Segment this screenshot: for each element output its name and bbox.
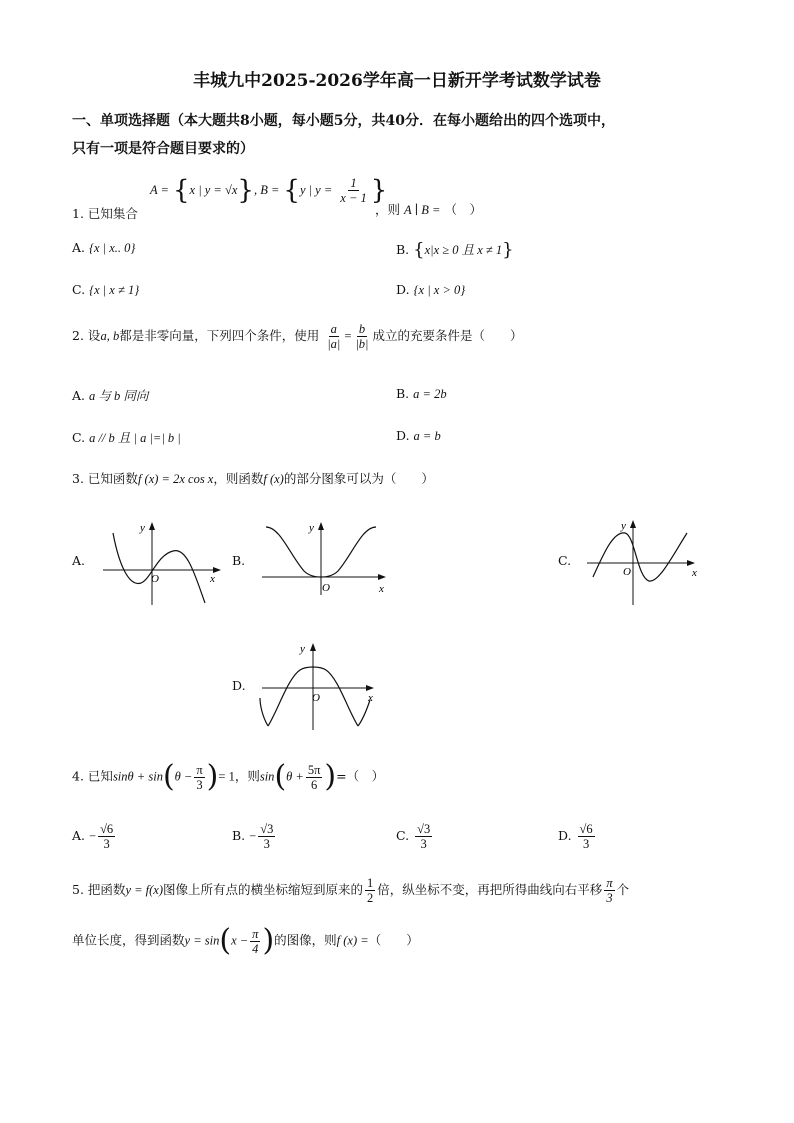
q1-set-a-prefix: A = (150, 183, 169, 197)
q4-number: 4. (72, 768, 84, 784)
q2-option-c[interactable] (72, 428, 181, 446)
q4-option-c[interactable] (396, 822, 434, 851)
q1-expr: A ∣ B = (404, 203, 441, 217)
q4-expr1-inner: θ − (174, 769, 193, 784)
q4-expr1: sinθ + sin (112, 769, 163, 784)
q5-line2-a: 单位长度，得到函数 (72, 932, 185, 948)
brace-open: { (413, 239, 425, 261)
option-text: a = b (413, 429, 441, 443)
q1-frac-num: 1 (350, 176, 357, 190)
q1-sets (150, 176, 387, 205)
q1-set-a-body: x | y = √x (189, 183, 238, 197)
q3-option-a-label[interactable]: A. (72, 553, 86, 568)
axis-y-label: y (300, 643, 305, 655)
q1-option-b[interactable] (396, 240, 514, 260)
option-frac (578, 822, 595, 851)
q5-fx: f (x) = (336, 933, 369, 948)
option-num: √3 (417, 822, 431, 836)
q2-frac1 (325, 322, 342, 351)
option-label: A. (72, 240, 86, 255)
q3-option-b-label[interactable]: B. (232, 553, 246, 568)
q3-tail: 的部分图象可以为（ ） (283, 471, 434, 486)
q3-graph-c[interactable] (583, 515, 703, 607)
q4-expr2-inner: θ + (286, 769, 304, 784)
section-heading-line2: 只有一项是符合题目要求的） (72, 141, 254, 157)
axis-y-label: y (621, 520, 626, 532)
option-label: D. (396, 282, 410, 297)
origin-label: O (312, 692, 320, 704)
q1-option-c[interactable] (72, 282, 139, 298)
option-label: A. (72, 828, 86, 843)
option-num: √6 (100, 822, 114, 836)
q4-six: 6 (311, 777, 318, 792)
q3-mid: ，则函数 (213, 471, 264, 486)
q3-graph-a[interactable] (95, 515, 225, 607)
q5-line1 (72, 876, 629, 905)
option-frac (98, 822, 115, 851)
option-den: 3 (103, 837, 110, 851)
q3-option-c-label[interactable]: C. (558, 553, 572, 568)
q5-paren: （ ） (368, 932, 419, 948)
paren-close: ) (206, 759, 219, 794)
q2-option-b[interactable] (396, 386, 447, 402)
q1-option-d[interactable] (396, 282, 465, 298)
brace-close: } (370, 175, 388, 206)
option-text: a // b 且 | a |=| b | (89, 431, 181, 445)
q5-line2-b: 的图像，则 (274, 932, 337, 948)
q4-tail: =（ ） (336, 768, 385, 784)
q3-lead: 已知函数 (87, 471, 138, 486)
option-sign: − (89, 829, 97, 843)
axis-y-label: y (309, 522, 314, 534)
q5-line1-d: 个 (616, 882, 630, 897)
q3-graph-b[interactable] (258, 515, 393, 597)
paren-open: ( (162, 759, 175, 794)
q4-then: ，则 (234, 768, 260, 784)
option-den: 3 (420, 837, 427, 851)
option-label: A. (72, 388, 86, 403)
option-label: D. (558, 828, 572, 843)
q4-pi: π (196, 762, 203, 777)
option-label: C. (72, 282, 86, 297)
q5-line1-c: 倍，纵坐标不变，再把所得曲线向右平移 (377, 882, 603, 897)
q3-option-d-label[interactable]: D. (232, 678, 246, 693)
origin-label: O (623, 566, 631, 578)
q4-equals-one: = 1 (218, 769, 235, 784)
q5-frac-half (365, 876, 375, 905)
q2-frac1-den: |a| (327, 337, 341, 351)
origin-label: O (151, 573, 159, 585)
axis-x-label: x (692, 567, 697, 579)
q5-pi4-num: π (252, 926, 259, 941)
q4-frac-pi3 (194, 763, 204, 792)
q4-lead: 已知 (87, 768, 113, 784)
axis-x-label: x (210, 573, 215, 585)
q3-func: f (x) = 2x cos x (137, 472, 214, 486)
q1-lead: 已知集合 (87, 206, 138, 221)
q2-tail: 成立的充要条件是（ ） (372, 328, 523, 343)
q1-stem (72, 204, 138, 222)
q2-frac2 (353, 322, 370, 351)
q2-stem (72, 322, 523, 351)
section-heading-line1: 一、单项选择题（本大题共8小题，每小题5分，共40分．在每小题给出的四个选项中， (72, 113, 615, 129)
q2-number: 2. (72, 328, 84, 343)
axis-x-label: x (379, 583, 384, 595)
q5-line2 (72, 923, 419, 958)
paren-close: ) (324, 759, 337, 794)
option-num: √6 (579, 822, 593, 836)
option-text: {x | x.. 0} (89, 241, 136, 255)
q1-frac-den: x − 1 (340, 191, 367, 205)
q3-graph-d[interactable] (258, 638, 383, 732)
q4-fivepi: 5π (307, 762, 321, 777)
option-den: 3 (263, 837, 270, 851)
q5-frac-pi4 (250, 927, 260, 956)
option-label: B. (396, 386, 410, 401)
q1-set-b-prefix: , B = (253, 183, 280, 197)
q5-inner: x − (231, 933, 249, 948)
q3-number: 3. (72, 471, 84, 486)
option-den: 3 (582, 837, 590, 851)
page-title: 丰城九中2025-2026学年高一日新开学考试数学试卷 (193, 71, 601, 91)
option-text: {x | x > 0} (413, 283, 466, 297)
q1-paren: （ ） (444, 202, 482, 217)
option-text: {x | x ≠ 1} (89, 283, 140, 297)
option-num: √3 (260, 822, 274, 836)
brace-open: { (172, 175, 190, 206)
q3-stem (72, 469, 434, 487)
q4-stem (72, 759, 385, 794)
option-label: C. (72, 430, 86, 445)
q2-lead: 设 (87, 328, 101, 343)
q2-vectors: a, b (100, 329, 120, 343)
option-label: C. (396, 828, 410, 843)
q4-option-a[interactable] (72, 822, 117, 851)
q4-option-d[interactable] (558, 822, 597, 851)
q5-half-den: 2 (367, 891, 374, 905)
q4-option-b[interactable] (232, 822, 277, 851)
q5-pi4-den: 4 (252, 941, 259, 956)
q2-option-d[interactable] (396, 428, 441, 444)
q5-shift-den: 3 (606, 891, 613, 905)
q4-expr2: sin (259, 769, 275, 784)
paren-close: ) (262, 923, 275, 958)
q5-y-sin: y = sin (184, 933, 220, 948)
q3-func2: f (x) (263, 472, 284, 486)
option-label: D. (396, 428, 410, 443)
q5-shift-num: π (606, 876, 613, 890)
q5-frac-shift (604, 876, 614, 905)
q5-line1-b: 图像上所有点的横坐标缩短到原来的 (163, 882, 364, 897)
q5-line1-a: 把函数 (87, 882, 126, 897)
brace-close: } (237, 175, 254, 206)
option-text: x|x ≥ 0 且 x ≠ 1 (424, 243, 503, 257)
axis-x-label: x (368, 692, 373, 704)
q2-eq: = (344, 329, 352, 343)
option-text: a = 2b (413, 387, 447, 401)
paren-open: ( (274, 759, 287, 794)
q2-frac2-den: |b| (355, 337, 369, 351)
q4-three: 3 (196, 777, 203, 792)
q1-fraction (338, 176, 368, 205)
q1-stem-tail (375, 200, 482, 218)
option-label: B. (232, 828, 246, 843)
origin-label: O (322, 582, 330, 594)
q2-option-a[interactable] (72, 386, 148, 404)
option-frac (258, 822, 275, 851)
paren-open: ( (219, 923, 232, 958)
option-frac (415, 822, 432, 851)
option-text: a 与 b 同向 (89, 389, 149, 403)
q1-then: ，则 (375, 202, 401, 217)
q5-half-num: 1 (367, 876, 374, 890)
option-label: B. (396, 242, 410, 257)
axis-y-label: y (140, 522, 145, 534)
q5-y-fx: y = f(x) (125, 883, 164, 897)
q1-number: 1. (72, 206, 84, 221)
q5-number: 5. (72, 882, 84, 897)
q2-frac2-num: b (358, 322, 366, 336)
brace-open: { (283, 175, 300, 206)
option-sign: − (249, 829, 257, 843)
q1-option-a[interactable] (72, 240, 135, 256)
q2-mid: 都是非零向量，下列四个条件，使用 (119, 328, 320, 343)
q4-frac-5pi6 (306, 763, 323, 792)
q2-frac1-num: a (330, 322, 337, 336)
q1-set-b-lhs: y | y = (299, 183, 333, 197)
brace-close: } (502, 239, 514, 261)
